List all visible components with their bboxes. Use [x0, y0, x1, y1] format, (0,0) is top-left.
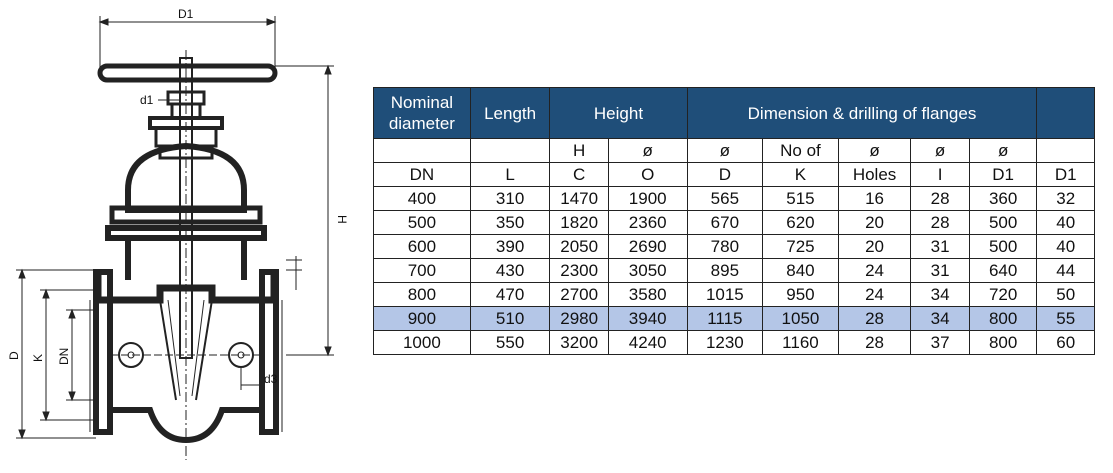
subheader-cell: ø — [969, 139, 1037, 163]
table-cell: 34 — [911, 283, 969, 307]
table-cell: 470 — [470, 283, 550, 307]
table-cell: 20 — [838, 211, 911, 235]
label-d1-stem: d1 — [140, 93, 154, 107]
table-body — [374, 139, 1095, 355]
subheader-cell: ø — [838, 139, 911, 163]
table-cell: 3940 — [608, 307, 687, 331]
table-cell: 800 — [969, 307, 1037, 331]
subheader-cell: No of — [763, 139, 839, 163]
table-cell: 670 — [687, 211, 763, 235]
table-row — [374, 283, 1095, 307]
subheader-cell: ø — [608, 139, 687, 163]
table-cell: 20 — [838, 235, 911, 259]
subheader-cell: K — [763, 163, 839, 187]
table-cell: 900 — [374, 307, 471, 331]
label-d1-top: D1 — [178, 7, 194, 21]
table-cell: 565 — [687, 187, 763, 211]
table-row — [374, 187, 1095, 211]
gate-valve-drawing — [0, 0, 360, 473]
table-cell: 28 — [838, 331, 911, 355]
subheader-cell: O — [608, 163, 687, 187]
table-row — [374, 259, 1095, 283]
table-cell: 1230 — [687, 331, 763, 355]
table-row — [374, 211, 1095, 235]
table-cell: 32 — [1037, 187, 1095, 211]
table-cell: 1820 — [550, 211, 608, 235]
table-cell: 800 — [969, 331, 1037, 355]
subheader-cell: L — [470, 163, 550, 187]
table-cell: 28 — [911, 187, 969, 211]
table-cell: 16 — [838, 187, 911, 211]
table-cell: 3050 — [608, 259, 687, 283]
table-cell: 37 — [911, 331, 969, 355]
subheader-cell: D1 — [969, 163, 1037, 187]
subheader-cell: DN — [374, 163, 471, 187]
table-cell: 2050 — [550, 235, 608, 259]
table-row — [374, 235, 1095, 259]
subheader-cell — [1037, 139, 1095, 163]
valve-dimension-table — [373, 87, 1095, 355]
subheader-cell: ø — [911, 139, 969, 163]
table-cell: 725 — [763, 235, 839, 259]
table-cell: 515 — [763, 187, 839, 211]
label-nominal-dn: DN — [57, 347, 71, 365]
label-hole-d3: d3 — [264, 372, 278, 386]
table-cell: 500 — [374, 211, 471, 235]
table-cell: 600 — [374, 235, 471, 259]
subheader-cell: C — [550, 163, 608, 187]
table-cell: 24 — [838, 259, 911, 283]
table-cell: 40 — [1037, 211, 1095, 235]
table-cell: 34 — [911, 307, 969, 331]
table-cell: 60 — [1037, 331, 1095, 355]
table-cell: 4240 — [608, 331, 687, 355]
table-cell: 510 — [470, 307, 550, 331]
table-cell: 24 — [838, 283, 911, 307]
table-cell: 2700 — [550, 283, 608, 307]
table-cell: 2300 — [550, 259, 608, 283]
table-row — [374, 307, 1095, 331]
table-cell: 31 — [911, 235, 969, 259]
table-cell: 550 — [470, 331, 550, 355]
table-cell: 1115 — [687, 307, 763, 331]
table-cell: 640 — [969, 259, 1037, 283]
subheader-cell: I — [911, 163, 969, 187]
table-cell: 500 — [969, 211, 1037, 235]
table-cell: 400 — [374, 187, 471, 211]
table-cell: 31 — [911, 259, 969, 283]
table-cell: 780 — [687, 235, 763, 259]
subheader-cell: D1 — [1037, 163, 1095, 187]
subheader-cell: D — [687, 163, 763, 187]
table-cell: 2360 — [608, 211, 687, 235]
subheader-cell: Holes — [838, 163, 911, 187]
table-cell: 1015 — [687, 283, 763, 307]
subheader-row-1 — [374, 139, 1095, 163]
table-cell: 1050 — [763, 307, 839, 331]
table-cell: 1000 — [374, 331, 471, 355]
subheader-cell — [374, 139, 471, 163]
table-cell: 2980 — [550, 307, 608, 331]
header-nominal-diameter: Nominal diameter — [374, 88, 471, 139]
label-bolt-k: K — [31, 353, 45, 362]
table-cell: 1900 — [608, 187, 687, 211]
table-cell: 620 — [763, 211, 839, 235]
table-cell: 40 — [1037, 235, 1095, 259]
header-length: Length — [470, 88, 550, 139]
table-cell: 430 — [470, 259, 550, 283]
table-cell: 840 — [763, 259, 839, 283]
table-cell: 950 — [763, 283, 839, 307]
table-cell: 700 — [374, 259, 471, 283]
table-cell: 390 — [470, 235, 550, 259]
table-cell: 2690 — [608, 235, 687, 259]
table-cell: 895 — [687, 259, 763, 283]
table-cell: 360 — [969, 187, 1037, 211]
table-cell: 44 — [1037, 259, 1095, 283]
table-cell: 50 — [1037, 283, 1095, 307]
table-cell: 310 — [470, 187, 550, 211]
table-cell: 1160 — [763, 331, 839, 355]
subheader-row-2 — [374, 163, 1095, 187]
table-cell: 28 — [838, 307, 911, 331]
table-cell: 3200 — [550, 331, 608, 355]
subheader-cell: H — [550, 139, 608, 163]
table-cell: 720 — [969, 283, 1037, 307]
header-flanges: Dimension & drilling of flanges — [687, 88, 1037, 139]
table-cell: 800 — [374, 283, 471, 307]
table-header-row — [374, 88, 1095, 139]
header-height: Height — [550, 88, 687, 139]
subheader-cell — [470, 139, 550, 163]
label-height: H — [335, 215, 349, 224]
table-cell: 55 — [1037, 307, 1095, 331]
table-cell: 500 — [969, 235, 1037, 259]
label-flange-d: D — [7, 351, 21, 360]
header-empty — [1037, 88, 1095, 139]
table-row — [374, 331, 1095, 355]
table-cell: 1470 — [550, 187, 608, 211]
subheader-cell: ø — [687, 139, 763, 163]
table-cell: 350 — [470, 211, 550, 235]
table-cell: 3580 — [608, 283, 687, 307]
table-cell: 28 — [911, 211, 969, 235]
